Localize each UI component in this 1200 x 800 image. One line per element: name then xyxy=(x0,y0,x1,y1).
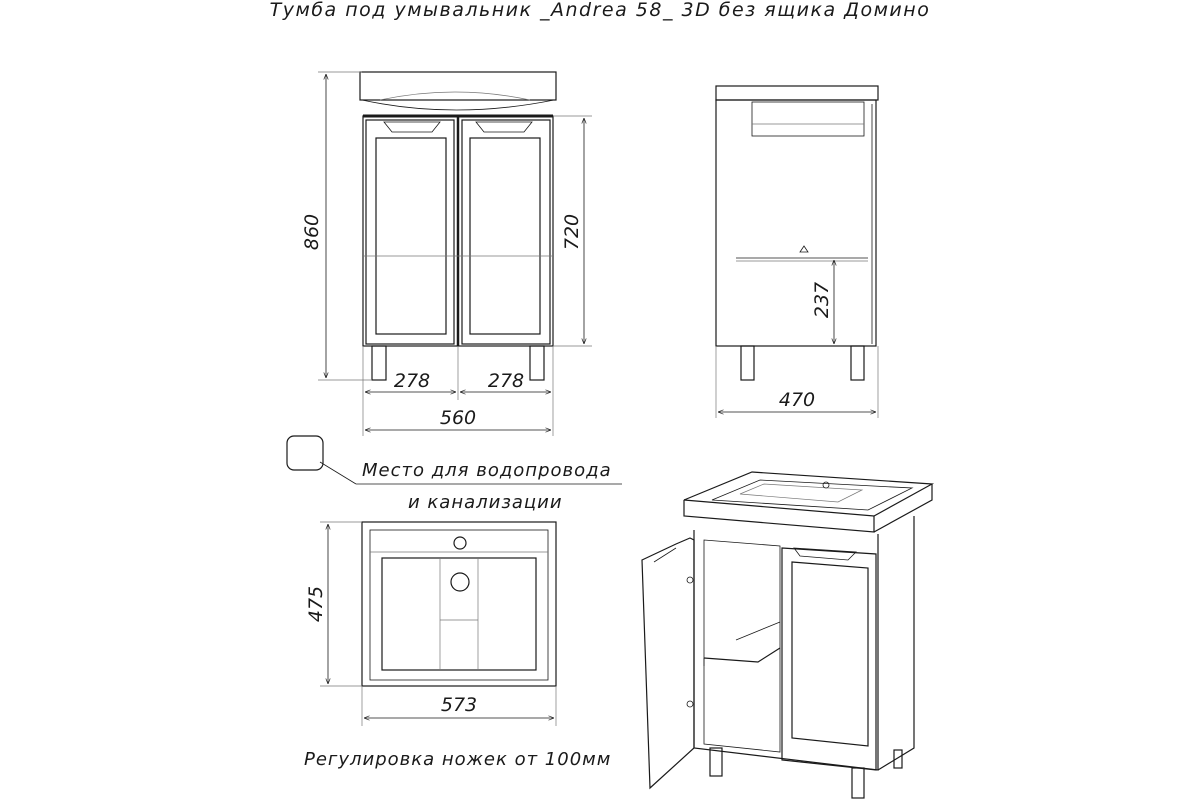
legend xyxy=(287,436,622,513)
left-door-handle xyxy=(384,122,440,132)
iso-shelf xyxy=(704,648,780,662)
dim-shelf-height: 237 xyxy=(811,281,833,319)
dim-side-depth: 470 xyxy=(778,389,816,411)
perspective-view xyxy=(642,472,932,798)
front-view xyxy=(301,72,592,436)
iso-carcass xyxy=(694,530,878,770)
iso-countertop xyxy=(684,472,932,516)
left-door xyxy=(366,120,454,344)
side-view xyxy=(716,86,878,418)
iso-leg-1 xyxy=(710,748,722,776)
pipe-area-swatch xyxy=(287,436,323,470)
left-door-lattice xyxy=(376,138,446,334)
drawing-title: Тумба под умывальник _Andrea 58_ 3D без ящика Домино xyxy=(269,0,931,21)
top-outline xyxy=(362,522,556,686)
top-inner-opening xyxy=(382,558,536,670)
dim-top-width: 573 xyxy=(440,694,478,716)
dim-door-right: 278 xyxy=(487,370,525,392)
front-basin-top xyxy=(360,72,556,100)
right-door-handle xyxy=(476,122,532,132)
front-leg-right xyxy=(530,346,544,380)
legend-line-2: и канализации xyxy=(408,492,563,513)
right-door-lattice xyxy=(470,138,540,334)
right-door xyxy=(462,120,550,344)
iso-open-door xyxy=(642,538,694,788)
faucet-hole xyxy=(454,537,466,549)
iso-closed-door xyxy=(782,548,876,770)
side-leg-front xyxy=(741,346,754,380)
side-carcass xyxy=(716,100,876,346)
legend-line-1: Место для водопровода xyxy=(362,460,612,481)
drain-hole xyxy=(451,573,469,591)
dim-front-height: 860 xyxy=(301,213,323,251)
iso-door-lattice xyxy=(792,562,868,746)
front-leg-left xyxy=(372,346,386,380)
dim-door-left: 278 xyxy=(393,370,431,392)
iso-leg-2 xyxy=(852,768,864,798)
dim-front-width: 560 xyxy=(439,407,477,429)
top-view xyxy=(305,522,556,726)
dim-top-depth: 475 xyxy=(305,585,327,623)
side-leg-back xyxy=(851,346,864,380)
leg-adjustment-note: Регулировка ножек от 100мм xyxy=(304,749,612,770)
dim-inner-height: 720 xyxy=(561,213,583,251)
side-basin-top xyxy=(716,86,878,100)
